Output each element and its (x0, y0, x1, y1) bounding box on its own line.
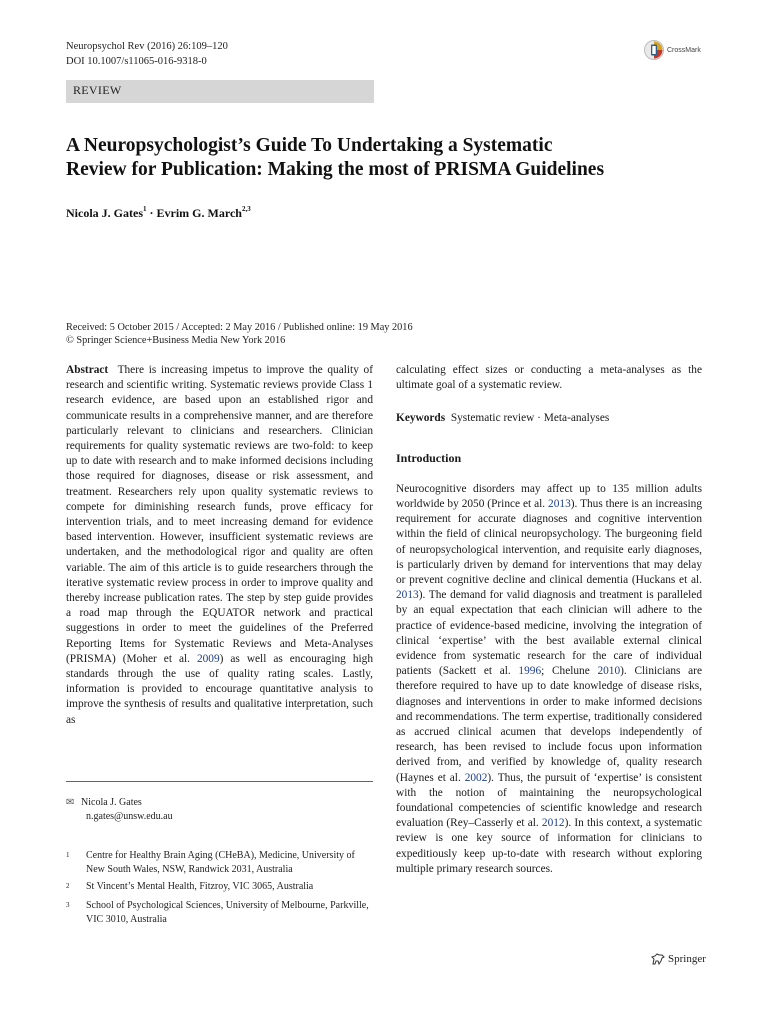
intro-text: ). Thus there is an increasing requirement for accurate diagnoses and cognitive intervention within the field of clinical neuropsychology. The burgeoning field of neuropsychological intervention, and requisite early diagnoses, is particularly driven by demand for interventions that may delay or prevent cognitive decline and clinical dementia (Huckans et al. (396, 498, 702, 587)
keywords-text: Systematic review · Meta-analyses (450, 412, 610, 425)
intro-text: ). The demand for valid diagnosis and treatment is paralleled by an equal expectation that each clinician will adhere to the practice of evidence-based medicine, involving the integration of clinical ‘expertise’ with the best available external clinical evidence from systematic research for the care of individual patients (Sackett et al. (396, 589, 702, 678)
affiliation-number: 2 (66, 882, 70, 890)
title-line-2: Review for Publication: Making the most of PRISMA Guidelines (66, 159, 605, 180)
right-column (396, 363, 702, 877)
keywords-label: Keywords (396, 412, 446, 425)
citation-link[interactable]: 2013 (548, 498, 571, 511)
affiliation-text: School of Psychological Sciences, University of Melbourne, Parkville, VIC 3010, Australia (86, 900, 369, 925)
citation-link[interactable]: 1996 (518, 665, 542, 678)
correspondence (66, 796, 173, 823)
abstract-paragraph (66, 363, 373, 728)
author-1[interactable]: Nicola J. Gates (66, 206, 143, 220)
crossmark-badge[interactable] (644, 40, 701, 60)
section-label-bar (66, 80, 374, 103)
affiliation-text: Centre for Healthy Brain Aging (CHeBA), Medicine, University of New South Wales, NSW, Randwick 2031, Australia (86, 850, 355, 875)
intro-text: ). Clinicians are therefore required to have up to date knowledge of disease risks, diagnoses and interventions in order to make informed decisions and recommendations. The term expertise, traditionally considered as accrued clinical acumen that develops independently of research, has been revised to include focus upon information derived from, and verified by knowledge of, quality research (Haynes et al. (396, 665, 702, 784)
publisher-name: Springer (668, 953, 706, 965)
journal-line: Neuropsychol Rev (2016) 26:109–120 (66, 41, 228, 52)
abstract-column (66, 363, 373, 728)
envelope-icon: ✉ (66, 797, 75, 808)
introduction-heading: Introduction (396, 450, 462, 465)
journal-citation (66, 39, 228, 69)
publisher-logo (651, 953, 706, 965)
intro-text: Neurocognitive disorders may affect up to 135 million adults worldwide by 2050 (Prince et al. (396, 482, 702, 511)
abstract-continuation: calculating effect sizes or conducting a meta-analyses as the ultimate goal of a systematic review. (396, 364, 702, 392)
introduction-paragraph (396, 482, 702, 877)
doi-line: DOI 10.1007/s11065-016-9318-0 (66, 56, 207, 67)
article-title (66, 134, 706, 182)
correspondence-email[interactable]: n.gates@unsw.edu.au (86, 810, 173, 822)
citation-link[interactable]: 2010 (597, 665, 621, 678)
affiliation-text: St Vincent’s Mental Health, Fitzroy, VIC 3065, Australia (86, 881, 314, 892)
springer-horse-icon (651, 953, 665, 965)
citation-link[interactable]: 2012 (541, 817, 565, 830)
crossmark-label: CrossMark (667, 46, 701, 54)
citation-link[interactable]: 2002 (464, 771, 488, 784)
affiliation-number: 3 (66, 901, 70, 909)
intro-text: ). Thus, the pursuit of ‘expertise’ is consistent with the notion of maintaining the neuropsychological foundational competencies of scientific knowledge and research evaluation (Rey–Casserly et al. (396, 771, 703, 830)
crossmark-icon (644, 40, 664, 60)
abstract-text-2: ) as well as encouraging high standards through the use of quality rating scales. Lastly, information is provided to encourage quantitative analysis to improve the synthesis of results and qualitative interpretation, such as (66, 652, 373, 726)
intro-text: ). In this context, a systematic review is one key source of information for clinicians to expeditiously keep up-to-date with research without exploring multiple primary research sources. (396, 817, 703, 875)
affiliation-number: 1 (66, 851, 70, 859)
affiliation-2 (66, 880, 376, 894)
abstract-heading: Abstract (66, 364, 109, 376)
author-1-affiliation: 1 (143, 205, 147, 213)
author-2[interactable]: Evrim G. March (156, 206, 242, 220)
author-2-affiliation: 2,3 (241, 205, 251, 213)
footnote-divider (66, 781, 373, 782)
affiliation-3 (66, 899, 376, 926)
copyright-line: © Springer Science+Business Media New York 2016 (66, 335, 286, 346)
affiliation-1 (66, 849, 376, 876)
section-label: REVIEW (73, 83, 122, 97)
citation-link[interactable]: 2009 (196, 652, 220, 665)
author-list (66, 205, 251, 221)
abstract-text-1: There is increasing impetus to improve the quality of research and scientific writing. Systematic reviews provide Class 1 research evidence, are based upon an established rigor and communicate results in a comprehensive manner, and are therefore particularly relevant to clinicians and researchers. Clinician requirements for quality systematic reviews are two-fold: to keep up to date with research and to make informed decisions including those required for diagnoses, disease or risk assessment, and treatment. Researchers rely upon quality systematic reviews to compete for diminishing research funds, prove efficacy for intervention trials, and to meet increasing demand for evidence based intervention. However, insufficient systematic reviews are undertaken, and the methodological rigor and quality are often variable. The aim of this article is to guide researchers through the iterative systematic review process in order to improve quality and thereby increase publication rates. The step by step guide provides a road map through the EQUATOR network and practical suggestions in order to meet the guidelines of the Preferred Reporting Items for Systematic Reviews and Meta-Analyses (PRISMA) (Moher et al. (66, 364, 373, 665)
publication-history (66, 321, 413, 347)
correspondence-name: Nicola J. Gates (81, 797, 142, 808)
citation-link[interactable]: 2013 (396, 589, 419, 602)
history-line: Received: 5 October 2015 / Accepted: 2 May 2016 / Published online: 19 May 2016 (66, 322, 413, 333)
author-separator: · (146, 206, 157, 220)
keywords (396, 411, 702, 426)
intro-text: ; Chelune (541, 665, 598, 678)
title-line-1: A Neuropsychologist’s Guide To Undertaking a Systematic (66, 135, 553, 156)
